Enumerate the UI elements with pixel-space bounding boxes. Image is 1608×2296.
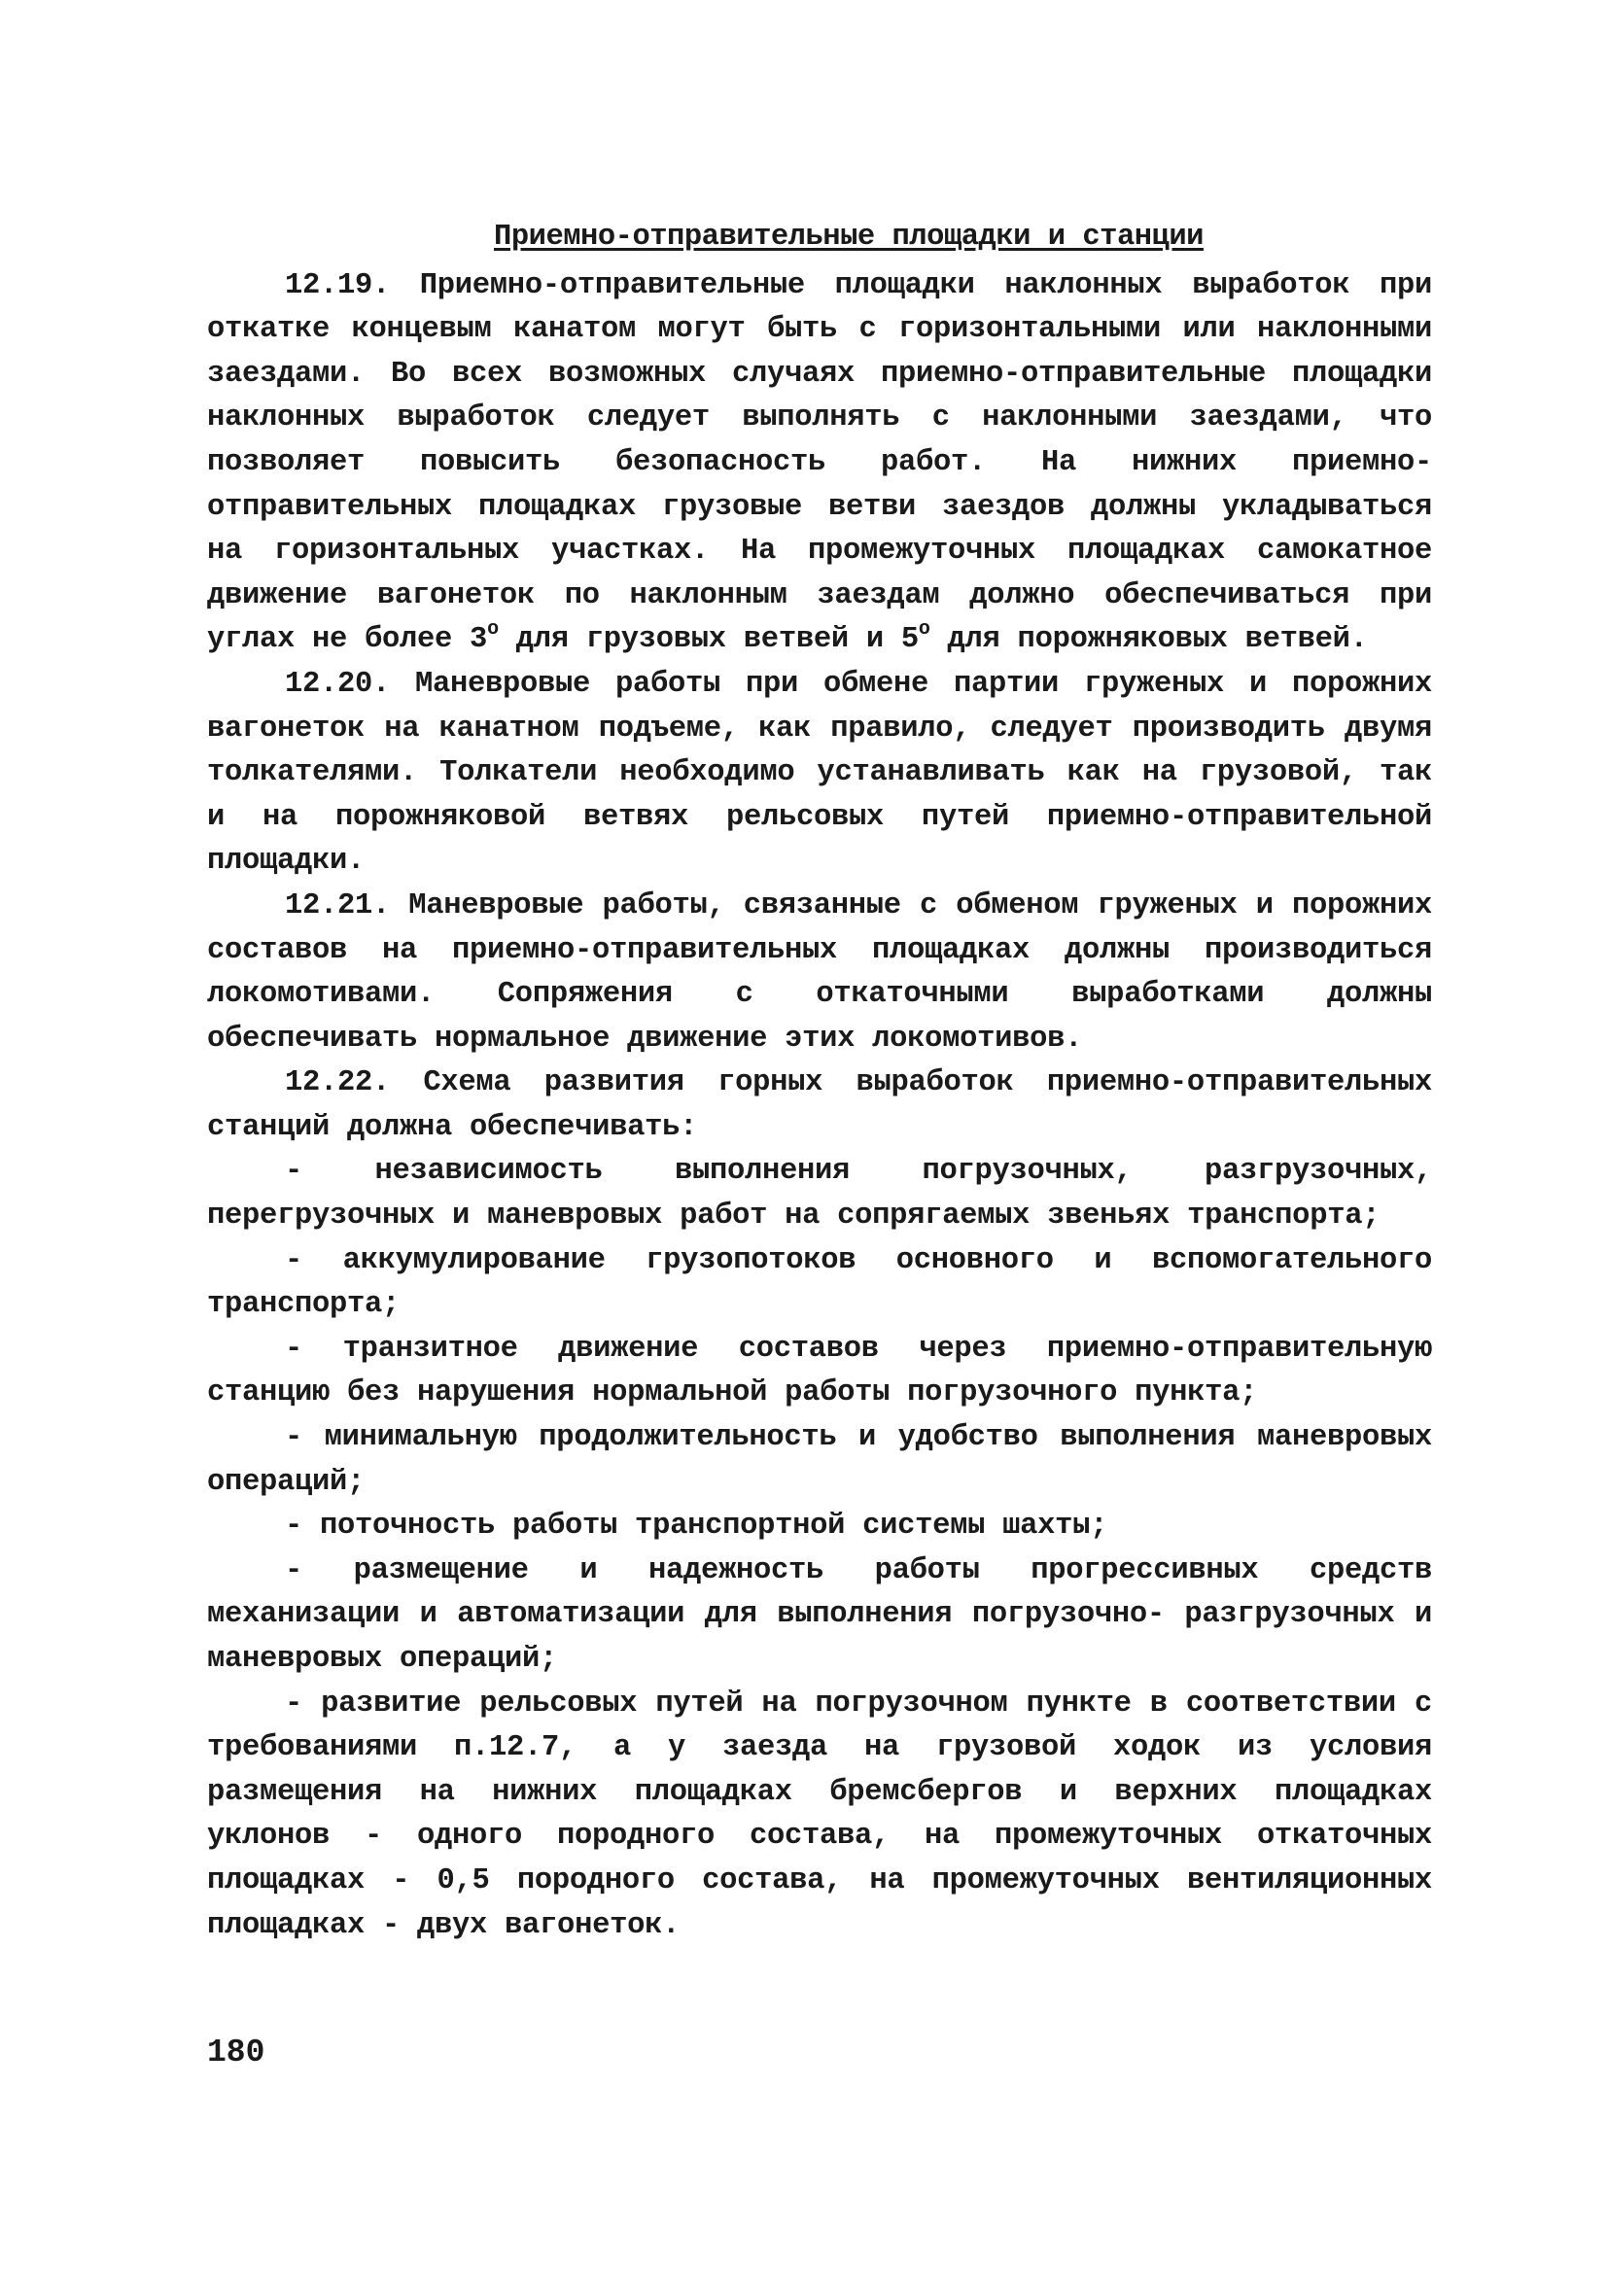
paragraph-number: 12.19. <box>285 268 391 302</box>
list-item: - транзитное движение составов через приемно-отправительную станцию без нарушения нормальной работы погрузочного пункта; <box>207 1332 1432 1410</box>
list-item: - размещение и надежность работы прогрессивных средств механизации и автоматизации для выполнения погрузочно- разгрузочных и маневровых операций; <box>207 1553 1432 1676</box>
section-heading: Приемно-отправительные площадки и станции <box>494 221 1204 254</box>
paragraph-number: 12.21. <box>285 888 391 922</box>
paragraph-12-22 <box>207 1061 1432 1150</box>
list-item: - независимость выполнения погрузочных, разгрузочных, перегрузочных и маневровых работ на сопрягаемых звеньях транспорта; <box>207 1155 1432 1234</box>
page-content <box>207 216 1432 1948</box>
paragraph-text: Маневровые работы, связанные с обменом груженых и порожних составов на приемно-отправительных площадках должны производиться локомотивами. Сопряжения с откаточными выработками должны обеспечивать нормальное движение этих локомотивов. <box>207 888 1432 1056</box>
paragraph-number: 12.20. <box>285 667 391 701</box>
paragraph-text: для порожняковых ветвей. <box>929 623 1368 657</box>
paragraph-number: 12.22. <box>285 1066 391 1100</box>
paragraph-12-20 <box>207 663 1432 885</box>
paragraph-text: Приемно-отправительные площадки наклонных выработок при откатке концевым канатом могут быть с горизонтальными или наклонными заездами. Во всех возможных случаях приемно-отправительные площадки наклонных выработок следует выполнять с наклонными заездами, что позволяет повысить безопасность работ. На нижних приемно-отправительных площадках грузовые ветви заездов должны укладываться на горизонтальных участках. На промежуточных площадках самокатное движение вагонеток по наклонным заездам должно обеспечиваться при углах не более 3 <box>207 268 1432 657</box>
list-item: - поточность работы транспортной системы шахты; <box>285 1510 1108 1544</box>
degree-superscript: o <box>487 618 499 642</box>
paragraph-text: Схема развития горных выработок приемно-отправительных станций должна обеспечивать: <box>207 1066 1432 1144</box>
paragraph-text: для грузовых ветвей и 5 <box>498 623 919 657</box>
list-item: - минимальную продолжительность и удобство выполнения маневровых операций; <box>207 1421 1432 1499</box>
paragraph-12-19 <box>207 264 1432 663</box>
paragraph-text: Маневровые работы при обмене партии груженых и порожних вагонеток на канатном подъеме, как правило, следует производить двумя толкателями. Толкатели необходимо устанавливать как на грузовой, так и на порожняковой ветвях рельсовых путей приемно-отправительной площадки. <box>207 667 1432 879</box>
degree-superscript: o <box>918 618 930 642</box>
paragraph-12-21 <box>207 885 1432 1061</box>
list-item: - аккумулирование грузопотоков основного и вспомогательного транспорта; <box>207 1243 1432 1322</box>
list-item: - развитие рельсовых путей на погрузочном пункте в соответствии с требованиями п.12.7, а у заезда на грузовой ходок из условия размещения на нижних площадках бремсбергов и верхних площадках уклонов - одного породного состава, на промежуточных откаточных площадках - 0,5 породного состава, на промежуточных вентиляционных площадках - двух вагонеток. <box>207 1687 1432 1942</box>
page-number: 180 <box>207 2035 265 2070</box>
